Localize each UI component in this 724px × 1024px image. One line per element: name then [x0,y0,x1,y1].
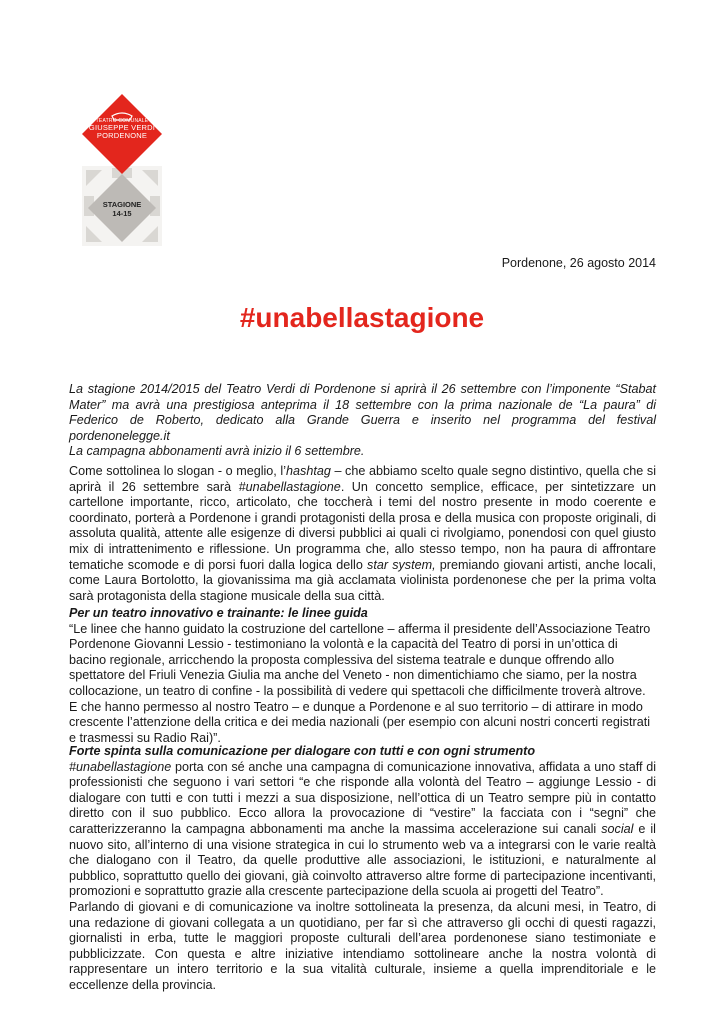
logo-season [72,200,172,218]
section-heading: Per un teatro innovativo e trainante: le linee guida [69,606,368,620]
text-run-italic: #unabellastagione [69,759,172,774]
section-guidelines [69,606,656,746]
intro-text: La stagione 2014/2015 del Teatro Verdi di Pordenone si aprirà il 26 settembre con l’imponente “Stabat Mater” ma avrà una prestigiosa anteprima il 18 settembre con la prima nazionale de “La paura” di Federico de Roberto, dedicato alla Grande Guerra e inserito nel programma del festival pordenonelegge.it [69,382,656,443]
document-title: #unabellastagione [239,302,485,333]
text-run-italic: star system, [367,557,436,572]
text-run-italic: hashtag [286,464,331,478]
paragraph-slogan [69,464,656,604]
logo-theatre-name [72,118,172,140]
intro-subscription-note: La campagna abbonamenti avrà inizio il 6 settembre. [69,444,365,459]
text-run-italic: social [601,821,634,836]
logo-line-1: TEATRO COMUNALE [95,118,149,124]
section-text [69,760,656,900]
paragraph-slogan-text [69,464,656,604]
teatro-verdi-logo [72,86,172,246]
text-run: . Un concetto semplice, efficace, per sintetizzare un cartellone importante, ricco, articolato, che toccherà i temi del nostro presente in modo coerente e coordinato, porterà a Pordenone i grandi protagonisti della prosa e della musica con proposte originali, di assoluta qualità, attente alle esigenze di diversi pubblici ai quali ci rivolgiamo, ponendosi con quel giusto mix di intrattenimento e riflessione. Un programma che, allo stesso tempo, non ha paura di affrontare tematiche scomode e di porsi fuori dalla logica dello [69,479,656,572]
logo-line-3: PORDENONE [96,131,148,140]
text-run: porta con sé anche una campagna di comunicazione innovativa, affidata a uno staff di professionisti che seguono i vari settori “e che risponde alla volontà del Teatro – aggiunge Lessio - di dialogare con tutti e con tutti i mezzi a sua disposizione, nell’ottica di un Teatro sempre più in contatto diretto con il suo pubblico. Ecco allora la provocazione di “vestire” la facciata con i “segni” che caratterizzeranno la campagna abbonamenti ma anche la massima accelerazione sui canali [69,759,656,836]
text-run: e il nuovo sito, all’interno di una visione strategica in cui lo strumento web va a integrarsi con le varie realtà che dialogano con il Teatro, da quelle produttive alle associazioni, le istituzioni, e naturalmente al pubblico, soprattutto quello dei giovani, già coinvolto attraverso altre forme di partecipazione incentivanti, promozioni e soprattutto grazie alla crescente partecipazione della scuola ai progetti del Teatro”. [69,821,656,899]
logo-season-label: STAGIONE [102,200,142,209]
section-heading: Forte spinta sulla comunicazione per dialogare con tutti e con ogni strumento [69,744,536,758]
section-communication [69,744,656,994]
text-run: Come sottolinea lo slogan - o meglio, l’ [69,464,287,478]
section-text: “Le linee che hanno guidato la costruzione del cartellone – afferma il presidente dell’Associazione Teatro Pordenone Giovanni Lessio - testimoniano la volontà e la capacità del Teatro di porsi in un’ottica di bacino regionale, arricchendo la proposta complessiva del sistema teatrale e dunque offrendo allo spettatore del Friuli Venezia Giulia ma anche del Veneto - non dimentichiamo che siamo, per la nostra collocazione, un teatro di confine - la possibilità di vedere qui spettacoli che difficilmente troverà altrove. E che hanno permesso al nostro Teatro – e dunque a Pordenone e al suo territorio – di attirare in modo crescente l’attenzione della critica e dei media nazionali (per esempio con alcuni nostri concerti registrati e trasmessi su Radio Rai)”. [69,621,651,745]
text-run-italic: #unabellastagione [238,479,341,494]
logo-season-years: 14-15 [112,209,132,218]
text-run: – che abbiamo scelto quale segno distintivo, quella che si aprirà il 26 settembre sarà [69,464,656,494]
section-text-2: Parlando di giovani e di comunicazione va inoltre sottolineata la presenza, da alcuni mesi, in Teatro, di una redazione di giovani collegata a un quotidiano, per far sì che attraverso gli occhi di questi ragazzi, giornalisti in erba, tutte le maggiori proposte culturali dell’area pordenonese siano testimoniate e pubblicizzate. Con questa e altre iniziative intendiamo sottolineare anche la nostra volontà di rappresentare un intero territorio e la sua vitalità culturale, insieme a quella imprenditoriale e le eccellenze della provincia. [69,899,656,992]
intro-paragraph [69,382,656,460]
text-run: premiando giovani artisti, anche locali, come Laura Bortolotto, la giovanissima ma già acclamata violinista pordenonese che per la prima volta sarà protagonista della stagione musicale della sua città. [69,557,656,603]
document-date: Pordenone, 26 agosto 2014 [501,256,656,270]
logo-line-2: GIUSEPPE VERDI [88,123,156,132]
